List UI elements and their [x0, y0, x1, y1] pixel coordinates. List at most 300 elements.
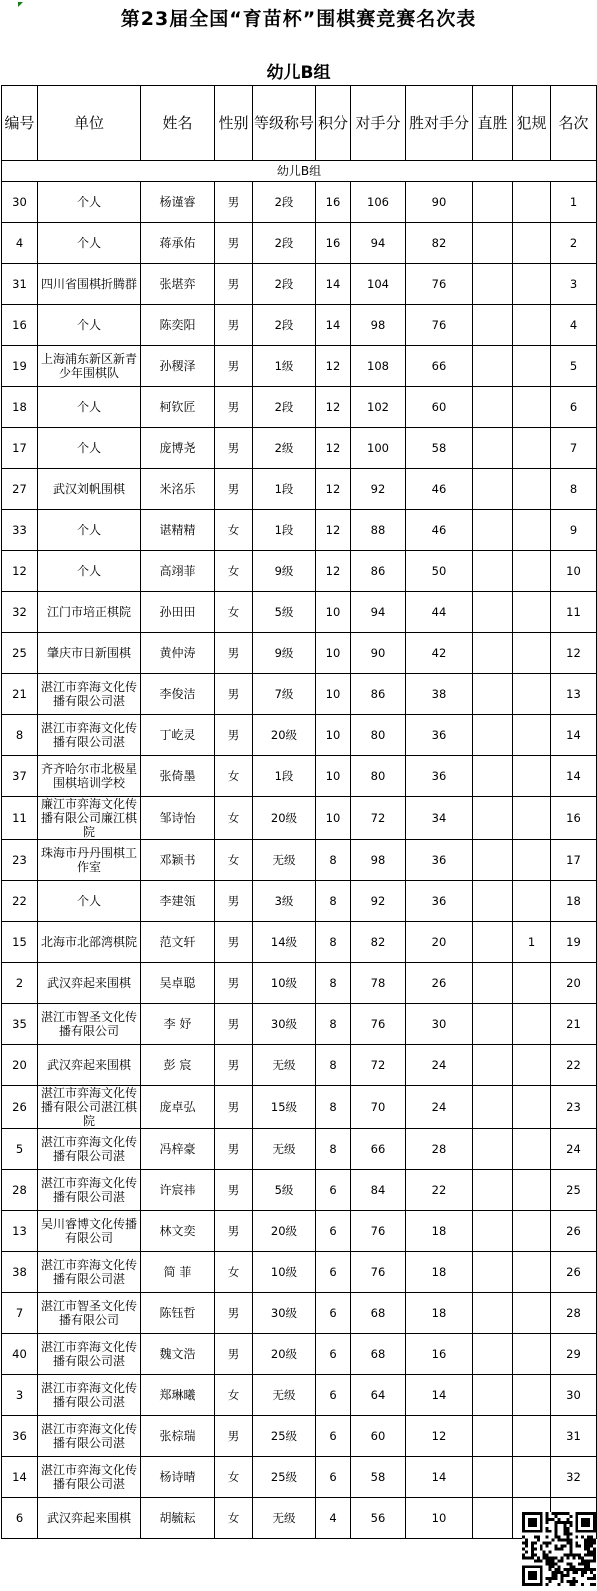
- cell-level: 3级: [253, 881, 316, 922]
- cell-direct: [473, 346, 513, 387]
- cell-direct: [473, 1004, 513, 1045]
- cell-unit: 武汉弈起来围棋: [38, 1045, 141, 1086]
- cell-level: 1段: [253, 510, 316, 551]
- cell-wopp: 30: [406, 1004, 473, 1045]
- cell-no: 16: [2, 305, 38, 346]
- cell-unit: 湛江市智圣文化传播有限公司: [38, 1293, 141, 1334]
- cell-gender: 男: [215, 1045, 253, 1086]
- cell-gender: 男: [215, 674, 253, 715]
- cell-name: 黄仲涛: [141, 633, 215, 674]
- cell-opp: 76: [351, 1004, 406, 1045]
- cell-unit: 江门市培正棋院: [38, 592, 141, 633]
- cell-direct: [473, 1086, 513, 1129]
- cell-points: 8: [316, 963, 351, 1004]
- cell-level: 5级: [253, 592, 316, 633]
- cell-opp: 64: [351, 1375, 406, 1416]
- cell-level: 10级: [253, 963, 316, 1004]
- cell-rank: 14: [551, 756, 597, 797]
- cell-opp: 80: [351, 715, 406, 756]
- cell-points: 6: [316, 1211, 351, 1252]
- table-row: [2, 1045, 597, 1086]
- cell-wopp: 20: [406, 922, 473, 963]
- cell-points: 4: [316, 1498, 351, 1539]
- table-body: [2, 161, 597, 1539]
- cell-level: 无级: [253, 1045, 316, 1086]
- cell-wopp: 58: [406, 428, 473, 469]
- cell-unit: 吴川睿博文化传播有限公司: [38, 1211, 141, 1252]
- header-level: 等级称号: [253, 86, 316, 161]
- cell-foul: [513, 182, 551, 223]
- cell-name: 庞卓弘: [141, 1086, 215, 1129]
- cell-direct: [473, 756, 513, 797]
- cell-direct: [473, 1334, 513, 1375]
- cell-opp: 60: [351, 1416, 406, 1457]
- cell-unit: 个人: [38, 182, 141, 223]
- cell-level: 无级: [253, 840, 316, 881]
- header-rank: 名次: [551, 86, 597, 161]
- cell-foul: [513, 1252, 551, 1293]
- cell-gender: 男: [215, 1086, 253, 1129]
- cell-opp: 94: [351, 223, 406, 264]
- cell-no: 38: [2, 1252, 38, 1293]
- cell-rank: 5: [551, 346, 597, 387]
- cell-level: 无级: [253, 1375, 316, 1416]
- table-row: [2, 1293, 597, 1334]
- header-foul: 犯规: [513, 86, 551, 161]
- cell-gender: 男: [215, 1211, 253, 1252]
- cell-gender: 男: [215, 881, 253, 922]
- cell-wopp: 60: [406, 387, 473, 428]
- cell-points: 10: [316, 756, 351, 797]
- cell-rank: 9: [551, 510, 597, 551]
- cell-no: 5: [2, 1129, 38, 1170]
- cell-no: 23: [2, 840, 38, 881]
- cell-foul: [513, 469, 551, 510]
- cell-gender: 男: [215, 1334, 253, 1375]
- cell-opp: 76: [351, 1211, 406, 1252]
- cell-wopp: 10: [406, 1498, 473, 1539]
- cell-wopp: 18: [406, 1252, 473, 1293]
- cell-points: 10: [316, 674, 351, 715]
- cell-rank: 28: [551, 1293, 597, 1334]
- cell-wopp: 38: [406, 674, 473, 715]
- cell-gender: 男: [215, 963, 253, 1004]
- cell-opp: 66: [351, 1129, 406, 1170]
- table-row: [2, 551, 597, 592]
- cell-name: 柯钦匠: [141, 387, 215, 428]
- cell-rank: 11: [551, 592, 597, 633]
- cell-foul: [513, 715, 551, 756]
- cell-points: 6: [316, 1170, 351, 1211]
- cell-direct: [473, 592, 513, 633]
- cell-points: 6: [316, 1334, 351, 1375]
- cell-unit: 湛江市弈海文化传播有限公司湛: [38, 1416, 141, 1457]
- cell-name: 彭 宸: [141, 1045, 215, 1086]
- cell-opp: 68: [351, 1293, 406, 1334]
- cell-direct: [473, 1498, 513, 1539]
- cell-unit: 上海浦东新区新青少年围棋队: [38, 346, 141, 387]
- header-no: 编号: [2, 86, 38, 161]
- cell-gender: 男: [215, 223, 253, 264]
- cell-foul: [513, 797, 551, 840]
- cell-points: 8: [316, 840, 351, 881]
- group-subtitle: 幼儿B组: [266, 63, 331, 83]
- cell-opp: 106: [351, 182, 406, 223]
- cell-level: 无级: [253, 1129, 316, 1170]
- cell-name: 吴卓聪: [141, 963, 215, 1004]
- cell-opp: 82: [351, 922, 406, 963]
- cell-points: 10: [316, 715, 351, 756]
- cell-unit: 湛江市弈海文化传播有限公司湛: [38, 674, 141, 715]
- cell-name: 许宸祎: [141, 1170, 215, 1211]
- table-row: [2, 1211, 597, 1252]
- cell-opp: 84: [351, 1170, 406, 1211]
- cell-direct: [473, 1045, 513, 1086]
- cell-direct: [473, 428, 513, 469]
- header-name: 姓名: [141, 86, 215, 161]
- table-row: [2, 963, 597, 1004]
- cell-level: 无级: [253, 1498, 316, 1539]
- cell-wopp: 42: [406, 633, 473, 674]
- cell-points: 12: [316, 346, 351, 387]
- cell-gender: 女: [215, 1375, 253, 1416]
- cell-name: 魏文浩: [141, 1334, 215, 1375]
- cell-wopp: 14: [406, 1457, 473, 1498]
- cell-no: 6: [2, 1498, 38, 1539]
- cell-name: 范文轩: [141, 922, 215, 963]
- cell-points: 8: [316, 1004, 351, 1045]
- cell-gender: 男: [215, 346, 253, 387]
- cell-opp: 58: [351, 1457, 406, 1498]
- cell-opp: 86: [351, 674, 406, 715]
- cell-unit: 湛江市弈海文化传播有限公司湛: [38, 1170, 141, 1211]
- cell-name: 蒋承佑: [141, 223, 215, 264]
- cell-gender: 男: [215, 428, 253, 469]
- cell-name: 米洺乐: [141, 469, 215, 510]
- cell-points: 10: [316, 592, 351, 633]
- cell-gender: 男: [215, 1170, 253, 1211]
- cell-direct: [473, 264, 513, 305]
- cell-name: 庞博尧: [141, 428, 215, 469]
- cell-opp: 94: [351, 592, 406, 633]
- cell-opp: 68: [351, 1334, 406, 1375]
- cell-rank: 10: [551, 551, 597, 592]
- cell-level: 1级: [253, 346, 316, 387]
- table-row: [2, 633, 597, 674]
- table-row: [2, 223, 597, 264]
- cell-level: 1段: [253, 469, 316, 510]
- cell-wopp: 36: [406, 715, 473, 756]
- cell-opp: 104: [351, 264, 406, 305]
- cell-wopp: 22: [406, 1170, 473, 1211]
- cell-level: 25级: [253, 1416, 316, 1457]
- cell-rank: 7: [551, 428, 597, 469]
- cell-points: 8: [316, 881, 351, 922]
- cell-level: 30级: [253, 1004, 316, 1045]
- cell-opp: 98: [351, 305, 406, 346]
- cell-direct: [473, 674, 513, 715]
- table-row: [2, 1416, 597, 1457]
- cell-rank: 29: [551, 1334, 597, 1375]
- cell-no: 3: [2, 1375, 38, 1416]
- cell-direct: [473, 387, 513, 428]
- cell-direct: [473, 551, 513, 592]
- cell-gender: 男: [215, 1293, 253, 1334]
- cell-points: 8: [316, 922, 351, 963]
- cell-rank: 30: [551, 1375, 597, 1416]
- cell-rank: 17: [551, 840, 597, 881]
- cell-foul: [513, 387, 551, 428]
- cell-name: 李俊洁: [141, 674, 215, 715]
- cell-level: 10级: [253, 1252, 316, 1293]
- cell-rank: 25: [551, 1170, 597, 1211]
- table-row: [2, 592, 597, 633]
- table-row: [2, 840, 597, 881]
- cell-name: 丁屹灵: [141, 715, 215, 756]
- cell-unit: 个人: [38, 510, 141, 551]
- cell-points: 6: [316, 1252, 351, 1293]
- cell-foul: [513, 1457, 551, 1498]
- page-title: 第23届全国“育苗杯”围棋赛竞赛名次表: [120, 8, 477, 30]
- ranking-table-wrapper: [1, 85, 596, 1539]
- cell-level: 20级: [253, 715, 316, 756]
- cell-rank: 22: [551, 1045, 597, 1086]
- cell-direct: [473, 881, 513, 922]
- cell-wopp: 26: [406, 963, 473, 1004]
- cell-wopp: 76: [406, 305, 473, 346]
- cell-direct: [473, 1170, 513, 1211]
- table-row: [2, 922, 597, 963]
- cell-gender: 女: [215, 510, 253, 551]
- cell-foul: [513, 1045, 551, 1086]
- cell-rank: 4: [551, 305, 597, 346]
- cell-name: 陈奕阳: [141, 305, 215, 346]
- cell-wopp: 66: [406, 346, 473, 387]
- cell-unit: 四川省围棋折腾群: [38, 264, 141, 305]
- cell-wopp: 24: [406, 1086, 473, 1129]
- cell-direct: [473, 1416, 513, 1457]
- cell-no: 25: [2, 633, 38, 674]
- cell-rank: 16: [551, 797, 597, 840]
- cell-rank: 26: [551, 1211, 597, 1252]
- table-row: [2, 1375, 597, 1416]
- cell-direct: [473, 1129, 513, 1170]
- cell-level: 9级: [253, 633, 316, 674]
- cell-foul: [513, 756, 551, 797]
- cell-level: 2段: [253, 223, 316, 264]
- group-row: [2, 161, 597, 182]
- cell-no: 8: [2, 715, 38, 756]
- cell-unit: 个人: [38, 428, 141, 469]
- cell-opp: 98: [351, 840, 406, 881]
- cell-name: 冯梓豪: [141, 1129, 215, 1170]
- cell-points: 6: [316, 1375, 351, 1416]
- cell-rank: 20: [551, 963, 597, 1004]
- cell-level: 7级: [253, 674, 316, 715]
- cell-no: 33: [2, 510, 38, 551]
- table-row: [2, 305, 597, 346]
- cell-no: 31: [2, 264, 38, 305]
- cell-points: 8: [316, 1129, 351, 1170]
- cell-rank: 19: [551, 922, 597, 963]
- cell-foul: [513, 840, 551, 881]
- cell-foul: [513, 674, 551, 715]
- cell-wopp: 36: [406, 756, 473, 797]
- cell-opp: 100: [351, 428, 406, 469]
- qr-code-icon: [522, 1512, 596, 1586]
- cell-wopp: 82: [406, 223, 473, 264]
- cell-foul: 1: [513, 922, 551, 963]
- cell-level: 2级: [253, 428, 316, 469]
- cell-unit: 湛江市弈海文化传播有限公司湛江棋院: [38, 1086, 141, 1129]
- cell-unit: 个人: [38, 551, 141, 592]
- cell-gender: 男: [215, 633, 253, 674]
- cell-foul: [513, 551, 551, 592]
- cell-points: 14: [316, 264, 351, 305]
- cell-rank: 31: [551, 1416, 597, 1457]
- cell-name: 张堪弈: [141, 264, 215, 305]
- cell-foul: [513, 264, 551, 305]
- cell-no: 22: [2, 881, 38, 922]
- cell-points: 12: [316, 428, 351, 469]
- cell-foul: [513, 510, 551, 551]
- table-row: [2, 1129, 597, 1170]
- header-row: [2, 86, 597, 161]
- cell-unit: 个人: [38, 387, 141, 428]
- cell-no: 14: [2, 1457, 38, 1498]
- cell-direct: [473, 469, 513, 510]
- cell-direct: [473, 840, 513, 881]
- cell-name: 邓颖书: [141, 840, 215, 881]
- cell-level: 1段: [253, 756, 316, 797]
- cell-gender: 男: [215, 387, 253, 428]
- cell-name: 郑琳曦: [141, 1375, 215, 1416]
- cell-foul: [513, 881, 551, 922]
- cell-no: 18: [2, 387, 38, 428]
- cell-no: 4: [2, 223, 38, 264]
- cell-name: 李建瓴: [141, 881, 215, 922]
- cell-level: 15级: [253, 1086, 316, 1129]
- cell-no: 12: [2, 551, 38, 592]
- cell-no: 19: [2, 346, 38, 387]
- cell-no: 36: [2, 1416, 38, 1457]
- cell-no: 13: [2, 1211, 38, 1252]
- cell-name: 孙田田: [141, 592, 215, 633]
- cell-foul: [513, 1211, 551, 1252]
- cell-name: 简 菲: [141, 1252, 215, 1293]
- cell-level: 20级: [253, 1211, 316, 1252]
- cell-gender: 女: [215, 592, 253, 633]
- cell-direct: [473, 1293, 513, 1334]
- cell-foul: [513, 1416, 551, 1457]
- cell-unit: 湛江市弈海文化传播有限公司湛: [38, 1457, 141, 1498]
- cell-points: 16: [316, 223, 351, 264]
- cell-wopp: 14: [406, 1375, 473, 1416]
- cell-unit: 湛江市弈海文化传播有限公司湛: [38, 1252, 141, 1293]
- cell-unit: 肇庆市日新围棋: [38, 633, 141, 674]
- cell-wopp: 24: [406, 1045, 473, 1086]
- cell-no: 32: [2, 592, 38, 633]
- cell-opp: 72: [351, 1045, 406, 1086]
- cell-gender: 女: [215, 1457, 253, 1498]
- cell-foul: [513, 346, 551, 387]
- cell-points: 8: [316, 1045, 351, 1086]
- cell-direct: [473, 1252, 513, 1293]
- table-row: [2, 1334, 597, 1375]
- cell-unit: 个人: [38, 223, 141, 264]
- cell-wopp: 18: [406, 1293, 473, 1334]
- table-row: [2, 387, 597, 428]
- cell-gender: 男: [215, 1416, 253, 1457]
- cell-name: 张倚墨: [141, 756, 215, 797]
- cell-wopp: 12: [406, 1416, 473, 1457]
- cell-name: 李 妤: [141, 1004, 215, 1045]
- cell-wopp: 90: [406, 182, 473, 223]
- cell-unit: 珠海市丹丹围棋工作室: [38, 840, 141, 881]
- table-row: [2, 715, 597, 756]
- cell-direct: [473, 1457, 513, 1498]
- cell-unit: 廉江市弈海文化传播有限公司廉江棋院: [38, 797, 141, 840]
- header-wopp: 胜对手分: [406, 86, 473, 161]
- table-row: [2, 1252, 597, 1293]
- cell-opp: 78: [351, 963, 406, 1004]
- cell-foul: [513, 963, 551, 1004]
- cell-wopp: 16: [406, 1334, 473, 1375]
- cell-points: 12: [316, 551, 351, 592]
- header-points: 积分: [316, 86, 351, 161]
- cell-foul: [513, 1170, 551, 1211]
- cell-foul: [513, 305, 551, 346]
- cell-opp: 88: [351, 510, 406, 551]
- cell-gender: 女: [215, 840, 253, 881]
- cell-unit: 个人: [38, 305, 141, 346]
- cell-no: 7: [2, 1293, 38, 1334]
- table-row: [2, 881, 597, 922]
- cell-unit: 齐齐哈尔市北极星围棋培训学校: [38, 756, 141, 797]
- cell-no: 37: [2, 756, 38, 797]
- group-label: 幼儿B组: [2, 161, 597, 182]
- cell-gender: 女: [215, 797, 253, 840]
- table-row: [2, 797, 597, 840]
- cell-points: 10: [316, 797, 351, 840]
- cell-no: 35: [2, 1004, 38, 1045]
- cell-name: 张棕瑞: [141, 1416, 215, 1457]
- cell-no: 20: [2, 1045, 38, 1086]
- cell-gender: 男: [215, 1004, 253, 1045]
- table-row: [2, 346, 597, 387]
- table-row: [2, 1086, 597, 1129]
- cell-no: 15: [2, 922, 38, 963]
- cell-no: 2: [2, 963, 38, 1004]
- cell-opp: 72: [351, 797, 406, 840]
- cell-direct: [473, 922, 513, 963]
- cell-no: 17: [2, 428, 38, 469]
- cell-direct: [473, 510, 513, 551]
- cell-no: 26: [2, 1086, 38, 1129]
- cell-foul: [513, 1334, 551, 1375]
- cell-name: 胡毓耘: [141, 1498, 215, 1539]
- cell-foul: [513, 428, 551, 469]
- cell-foul: [513, 633, 551, 674]
- cell-foul: [513, 1129, 551, 1170]
- cell-rank: 26: [551, 1252, 597, 1293]
- cell-wopp: 44: [406, 592, 473, 633]
- cell-unit: 北海市北部湾棋院: [38, 922, 141, 963]
- cell-unit: 湛江市弈海文化传播有限公司湛: [38, 715, 141, 756]
- cell-level: 14级: [253, 922, 316, 963]
- cell-level: 25级: [253, 1457, 316, 1498]
- cell-rank: 6: [551, 387, 597, 428]
